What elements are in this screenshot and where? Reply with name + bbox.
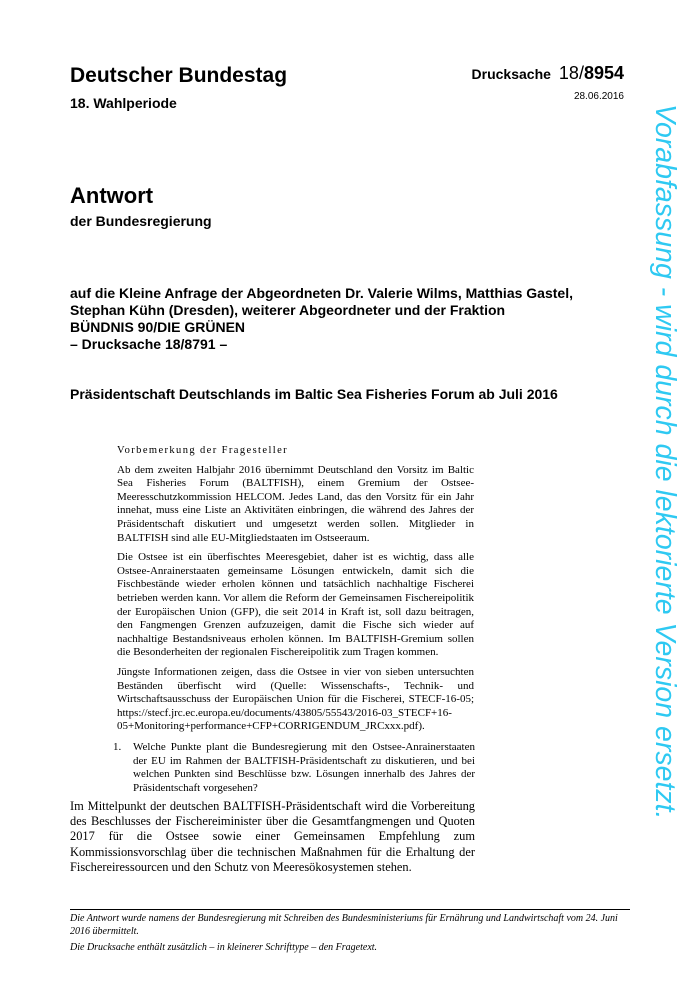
drucksache-label: Drucksache [471,66,551,82]
inquiry-reference [70,285,610,353]
drucksache-line [472,63,624,84]
document-header [70,64,287,111]
drucksache-number: 8954 [583,63,624,83]
footer-note: Die Drucksache enthält zusätzlich – in kleinerer Schrifttype – den Fragetext. [70,942,378,953]
inquiry-line: auf die Kleine Anfrage der Abgeordneten Dr. Valerie Wilms, Matthias Gastel, [70,285,573,301]
document-date: 28.06.2016 [573,91,624,102]
footer-note: Die Antwort wurde namens der Bundesregierung mit Schreiben des Bundesministeriums für Ernährung und Landwirtschaft vom 24. Juni 2016 übermittelt. [70,913,618,937]
preliminary-paragraph: Jüngste Informationen zeigen, dass die Ostsee in vier von sieben untersuchten Beständen überfischt wird (Quelle: Wissenschafts-, Technik- und Wirtschaftsausschuss der Europäischen Union für die Fischerei, STECF-16-05; https://stecf.jrc.ec.europa.eu/documents/43805/55543/2016-03_STECF+16-05+Monitoring+performance+CFP+CORRIGENDUM_JRCxxx.pdf). [117,665,474,733]
preliminary-heading: Vorbemerkung der Fragesteller [117,445,289,456]
inquiry-line: Stephan Kühn (Dresden), weiterer Abgeordneter und der Fraktion [70,302,506,318]
topic-heading: Präsidentschaft Deutschlands im Baltic Sea Fisheries Forum ab Juli 2016 [70,386,558,402]
document-id [472,63,624,102]
legislative-period: 18. Wahlperiode [70,95,177,111]
page-subtitle: der Bundesregierung [70,213,212,229]
organization-name: Deutscher Bundestag [70,64,288,87]
draft-watermark [648,104,682,904]
question-item [113,741,475,795]
preliminary-paragraph: Ab dem zweiten Halbjahr 2016 übernimmt Deutschland den Vorsitz im Baltic Sea Fisheries Forum (BALTFISH), einem Gremium der Ostsee-Meeresschutzkommission HELCOM. Jedes Land, das den Vorsitz für ein Jahr innehat, muss eine Liste an Aktivitäten einbringen, die während des Jahres der Präsidentschaft diskutiert und umgesetzt werden sollen. Mitglieder in BALTFISH sind alle EU-Mitgliedstaaten im Ostseeraum. [117,463,474,544]
inquiry-line: – Drucksache 18/8791 – [70,336,228,352]
footer-notes [70,913,640,959]
footer-divider [70,909,630,910]
preliminary-remarks [117,444,474,740]
preliminary-paragraph: Die Ostsee ist ein überfischtes Meeresgebiet, daher ist es wichtig, dass alle Ostsee-Anrainerstaaten gemeinsame Lösungen entwickeln, damit sich die Fischbestände wieder erholen können und tatsächlich nachhaltige Fischerei betrieben werden kann. Vor allem die Reform der Gemeinsamen Fischereipolitik der Europäischen Union (GFP), die seit 2014 in Kraft ist, soll dazu beitragen, den Fangmengen Grenzen aufzuzeigen, damit die Fische sich wieder auf nachhaltige Bestandsniveaus erholen können. Im BALTFISH-Gremium sollen die Besonderheiten der regionalen Fischereipolitik zum Tragen kommen. [117,551,474,659]
inquiry-line: BÜNDNIS 90/DIE GRÜNEN [70,319,246,335]
page-title: Antwort [70,183,154,208]
question-text: Welche Punkte plant die Bundesregierung mit den Ostsee-Anrainerstaaten der EU im Rahmen der BALTFISH-Präsidentschaft zu diskutieren, und bei welchen Punkten sind Beschlüsse bzw. Lösungen innerhalb des Jahres der Präsidentschaft vorgesehen? [133,741,475,794]
watermark-text: Vorabfassung - wird durch die lektorierte Version ersetzt. [649,104,681,820]
answer-text: Im Mittelpunkt der deutschen BALTFISH-Präsidentschaft wird die Vorbereitung des Beschlusses der Fischereiminister über die Gesamtfangmengen und Quoten 2017 für die Ostsee sowie einer Gemeinsamen Empfehlung zum Kommissionsvorschlag über die technischen Maßnahmen für die Erhaltung der Fischereiressourcen und den Schutz von Meeresökosystemen stehen. [70,799,475,874]
drucksache-prefix: 18/ [558,63,584,83]
question-number: 1. [113,741,122,753]
